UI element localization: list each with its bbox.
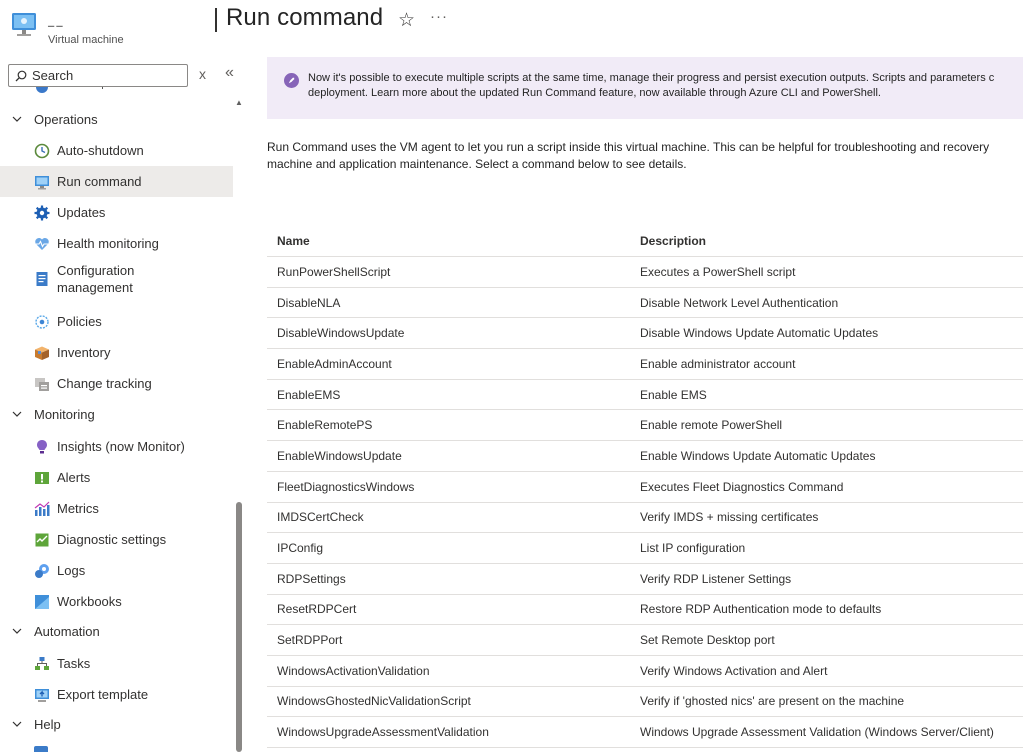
sidebar-item-label: Metrics (57, 501, 99, 516)
table-header (267, 226, 1023, 257)
rocket-icon (284, 73, 299, 88)
section-label: Operations (34, 111, 98, 127)
command-description-cell: Verify Windows Activation and Alert (640, 663, 828, 678)
chevron-down-icon (12, 626, 22, 636)
sidebar-item-label: Configuration management (57, 263, 135, 295)
section-monitoring[interactable] (0, 401, 233, 427)
info-banner (267, 57, 1023, 119)
metrics-bar-icon (34, 501, 50, 517)
command-description-cell: Windows Upgrade Assessment Validation (Windows Server/Client) (640, 725, 994, 740)
policy-icon (34, 314, 50, 330)
command-name-cell[interactable]: WindowsUpgradeAssessmentValidation (277, 725, 489, 740)
sidebar-item-configuration-management[interactable] (0, 259, 233, 299)
command-name-cell[interactable]: FleetDiagnosticsWindows (277, 479, 415, 494)
command-name-cell[interactable]: EnableRemotePS (277, 418, 373, 433)
heart-pulse-icon (34, 236, 50, 252)
table-row[interactable] (267, 687, 1023, 718)
sidebar-item-workbooks[interactable] (0, 586, 233, 617)
table-row[interactable] (267, 318, 1023, 349)
table-row[interactable] (267, 503, 1023, 534)
resource-type-label: Virtual machine (48, 34, 124, 46)
table-row[interactable] (267, 656, 1023, 687)
table-row[interactable] (267, 472, 1023, 503)
sidebar-item-tasks[interactable] (0, 648, 233, 679)
command-description-cell: Disable Windows Update Automatic Updates (640, 326, 879, 341)
column-header-description[interactable]: Description (640, 234, 707, 248)
star-icon[interactable]: ☆ (398, 10, 416, 31)
sidebar-scrollbar[interactable] (236, 502, 242, 752)
command-name-cell[interactable]: SetRDPPort (277, 633, 343, 648)
sidebar-item-label: Health monitoring (57, 236, 159, 251)
alerts-icon (34, 470, 50, 486)
sidebar-item-insights[interactable] (0, 431, 233, 462)
command-name-cell[interactable]: WindowsActivationValidation (277, 663, 430, 678)
table-row[interactable] (267, 625, 1023, 656)
run-command-icon (34, 174, 50, 190)
command-description-cell: Enable administrator account (640, 356, 796, 371)
sidebar-item-label: Policies (57, 314, 102, 329)
table-row[interactable] (267, 717, 1023, 748)
clock-icon (34, 143, 50, 159)
section-label: Automation (34, 623, 100, 639)
page-title: Run command (226, 4, 384, 31)
command-description-cell: Verify RDP Listener Settings (640, 571, 792, 586)
sidebar-item-inventory[interactable] (0, 337, 233, 368)
column-header-name[interactable]: Name (277, 234, 310, 248)
sidebar-item-updates[interactable] (0, 197, 233, 228)
command-description-cell: Set Remote Desktop port (640, 633, 775, 648)
sidebar-item-alerts[interactable] (0, 462, 233, 493)
sidebar-item-export-template[interactable] (0, 679, 233, 710)
table-row[interactable] (267, 564, 1023, 595)
command-name-cell[interactable]: EnableAdminAccount (277, 356, 392, 371)
partial-item-icon (36, 87, 48, 93)
chevron-down-icon (12, 114, 22, 124)
sidebar-item-diagnostic-settings[interactable] (0, 524, 233, 555)
command-description-cell: Enable EMS (640, 387, 707, 402)
command-name-cell[interactable]: RDPSettings (277, 571, 346, 586)
sidebar-item-policies[interactable] (0, 306, 233, 337)
sidebar-item-label: Export template (57, 687, 149, 702)
sidebar-item-label: Logs (57, 563, 86, 578)
sidebar-item-auto-shutdown[interactable] (0, 135, 233, 166)
command-description-cell: Executes Fleet Diagnostics Command (640, 479, 844, 494)
command-description-cell: Verify IMDS + missing certificates (640, 510, 819, 525)
command-description-cell: Enable remote PowerShell (640, 418, 783, 433)
tasks-icon (34, 656, 50, 672)
command-description-cell: Restore RDP Authentication mode to defaults (640, 602, 882, 617)
sidebar-item-label: Workbooks (57, 594, 122, 609)
intro-description: Run Command uses the VM agent to let you run a script inside this virtual machine. This can be helpful for troubleshooting and recovery machine and application maintenance. Select a command below to see details. (267, 140, 990, 171)
configuration-document-icon (34, 271, 50, 287)
section-help[interactable] (0, 711, 233, 737)
sidebar-item-label: Updates (57, 205, 106, 220)
command-name-cell[interactable]: WindowsGhostedNicValidationScript (277, 694, 471, 709)
command-description-cell: Disable Network Level Authentication (640, 295, 839, 310)
sidebar-item-label: Insights (now Monitor) (57, 439, 185, 454)
command-name-cell[interactable]: IMDSCertCheck (277, 510, 364, 525)
section-label: Help (34, 716, 61, 732)
table-row[interactable] (267, 410, 1023, 441)
clear-search-icon[interactable]: x (199, 66, 206, 82)
command-description-cell: List IP configuration (640, 541, 746, 556)
sidebar-item-logs[interactable] (0, 555, 233, 586)
sidebar-item-label: Run command (57, 174, 142, 189)
table-row[interactable] (267, 257, 1023, 288)
table-row[interactable] (267, 533, 1023, 564)
export-template-icon (34, 687, 50, 703)
change-tracking-icon (34, 376, 50, 392)
table-row[interactable] (267, 595, 1023, 626)
section-label: Monitoring (34, 406, 95, 422)
collapse-sidebar-icon[interactable]: « (225, 64, 234, 81)
command-description-cell: Enable Windows Update Automatic Updates (640, 448, 876, 463)
insights-bulb-icon (34, 439, 50, 455)
inventory-box-icon (34, 345, 50, 361)
sidebar-item-label: Inventory (57, 345, 111, 360)
search-box[interactable] (8, 64, 188, 87)
table-row[interactable] (267, 349, 1023, 380)
command-name-cell[interactable]: IPConfig (277, 541, 324, 556)
command-name-cell[interactable]: ResetRDPCert (277, 602, 357, 617)
banner-text: Now it's possible to execute multiple scripts at the same time, manage their progress and persist execution outputs. Scripts and parameters c deployment. Learn more about the updated Run Command feature, now available through Azure CLI and PowerShell. (308, 72, 995, 99)
title-divider (215, 8, 217, 32)
section-automation[interactable] (0, 618, 233, 644)
search-icon (15, 70, 27, 82)
command-description-cell: Verify if 'ghosted nics' are present on the machine (640, 694, 905, 709)
workbooks-icon (34, 594, 50, 610)
virtual-machine-icon (10, 10, 38, 38)
sidebar-item-partial[interactable] (34, 87, 114, 95)
sidebar-item-change-tracking[interactable] (0, 368, 233, 399)
command-name-cell[interactable]: EnableWindowsUpdate (277, 448, 402, 463)
sidebar-item-label: Diagnostic settings (57, 532, 167, 547)
sidebar-item-label: Change tracking (57, 376, 152, 391)
table-row[interactable] (267, 288, 1023, 319)
search-input[interactable] (32, 68, 182, 83)
commands-table (267, 226, 1023, 748)
scroll-up-arrow-icon[interactable]: ▲ (235, 98, 243, 107)
chevron-down-icon (12, 719, 22, 729)
sidebar-item-health-monitoring[interactable] (0, 228, 233, 259)
table-row[interactable] (267, 441, 1023, 472)
command-description-cell: Executes a PowerShell script (640, 264, 796, 279)
sidebar-item-partial-help-icon (34, 746, 48, 752)
ellipsis-icon[interactable]: ··· (430, 8, 448, 25)
sidebar-item-run-command[interactable] (0, 166, 233, 197)
chevron-down-icon (12, 409, 22, 419)
table-row[interactable] (267, 380, 1023, 411)
command-name-cell[interactable]: EnableEMS (277, 387, 341, 402)
sidebar-item-label: Alerts (57, 470, 91, 485)
sidebar-item-label: Tasks (57, 656, 91, 671)
resource-name: ▁ ▁ (48, 18, 63, 27)
command-name-cell[interactable]: RunPowerShellScript (277, 264, 391, 279)
command-name-cell[interactable]: DisableWindowsUpdate (277, 326, 405, 341)
diagnostic-icon (34, 532, 50, 548)
logs-icon (34, 563, 50, 579)
sidebar-item-metrics[interactable] (0, 493, 233, 524)
command-name-cell[interactable]: DisableNLA (277, 295, 341, 310)
updates-gear-icon (34, 205, 50, 221)
section-operations[interactable] (0, 106, 233, 132)
sidebar-menu (0, 87, 233, 752)
sidebar-item-label: Auto-shutdown (57, 143, 144, 158)
